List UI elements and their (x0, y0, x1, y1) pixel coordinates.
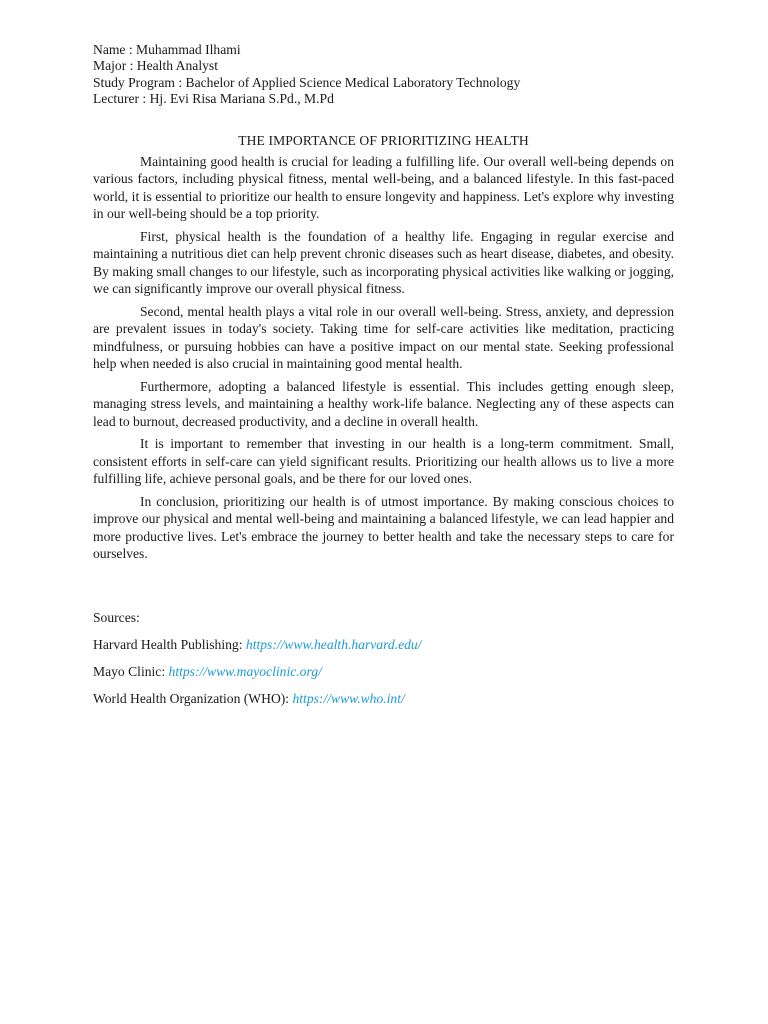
source-link-harvard[interactable]: https://www.health.harvard.edu/ (245, 636, 422, 652)
source-link-mayo[interactable]: https://www.mayoclinic.org/ (168, 663, 322, 679)
source-label: World Health Organization (WHO): (93, 690, 293, 706)
lecturer: Lecturer : Hj. Evi Risa Mariana S.Pd., M.Pd (93, 91, 334, 107)
sources-heading: Sources: (93, 609, 140, 625)
paragraph-mental-health: Second, mental health plays a vital role in our overall well-being. Stress, anxiety, and depression are prevalent issues in today's society. Taking time for self-care activities like meditation, practicing mindfulness, or pursuing hobbies can have a positive impact on our mental state. Seeking professional help when needed is also crucial in maintaining good mental health. (93, 303, 674, 372)
paragraph-conclusion: In conclusion, prioritizing our health is of utmost importance. By making conscious choices to improve our physical and mental well-being and maintaining a balanced lifestyle, we can lead happier and more productive lives. Let's embrace the journey to better health and take the necessary steps to care for ourselves. (93, 493, 674, 562)
source-link-who[interactable]: https://www.who.int/ (292, 690, 405, 706)
source-label: Mayo Clinic: (93, 663, 169, 679)
source-item (93, 663, 674, 680)
source-label: Harvard Health Publishing: (93, 636, 246, 652)
student-info-block (93, 42, 674, 108)
paragraph-physical-health: First, physical health is the foundation of a healthy life. Engaging in regular exercise and maintaining a nutritious diet can help prevent chronic diseases such as heart disease, diabetes, and obesity. By making small changes to our lifestyle, such as incorporating physical activities like walking or jogging, we can significantly improve our overall physical fitness. (93, 228, 675, 297)
document-title: THE IMPORTANCE OF PRIORITIZING HEALTH (238, 132, 529, 148)
paragraph-commitment: It is important to remember that investing in our health is a long-term commitment. Small, consistent efforts in self-care can yield significant results. Prioritizing our health allows us to live a more fulfilling life, achieve personal goals, and be there for our loved ones. (93, 436, 674, 487)
paragraph-balanced-lifestyle: Furthermore, adopting a balanced lifestyle is essential. This includes getting enough sleep, managing stress levels, and maintaining a healthy work-life balance. Neglecting any of these aspects can lead to burnout, decreased productivity, and a decline in overall health. (93, 378, 674, 429)
study-program: Study Program : Bachelor of Applied Science Medical Laboratory Technology (93, 74, 521, 90)
paragraph-intro: Maintaining good health is crucial for leading a fulfilling life. Our overall well-being depends on various factors, including physical fitness, mental well-being, and a balanced lifestyle. In this fast-paced world, it is essential to prioritize our health to ensure longevity and happiness. Let's explore why investing in our well-being should be a top priority. (93, 153, 674, 222)
source-item (93, 690, 674, 707)
student-name: Name : Muhammad Ilhami (93, 42, 241, 57)
source-item (93, 636, 674, 653)
student-major: Major : Health Analyst (93, 58, 218, 74)
document-page (93, 42, 674, 707)
